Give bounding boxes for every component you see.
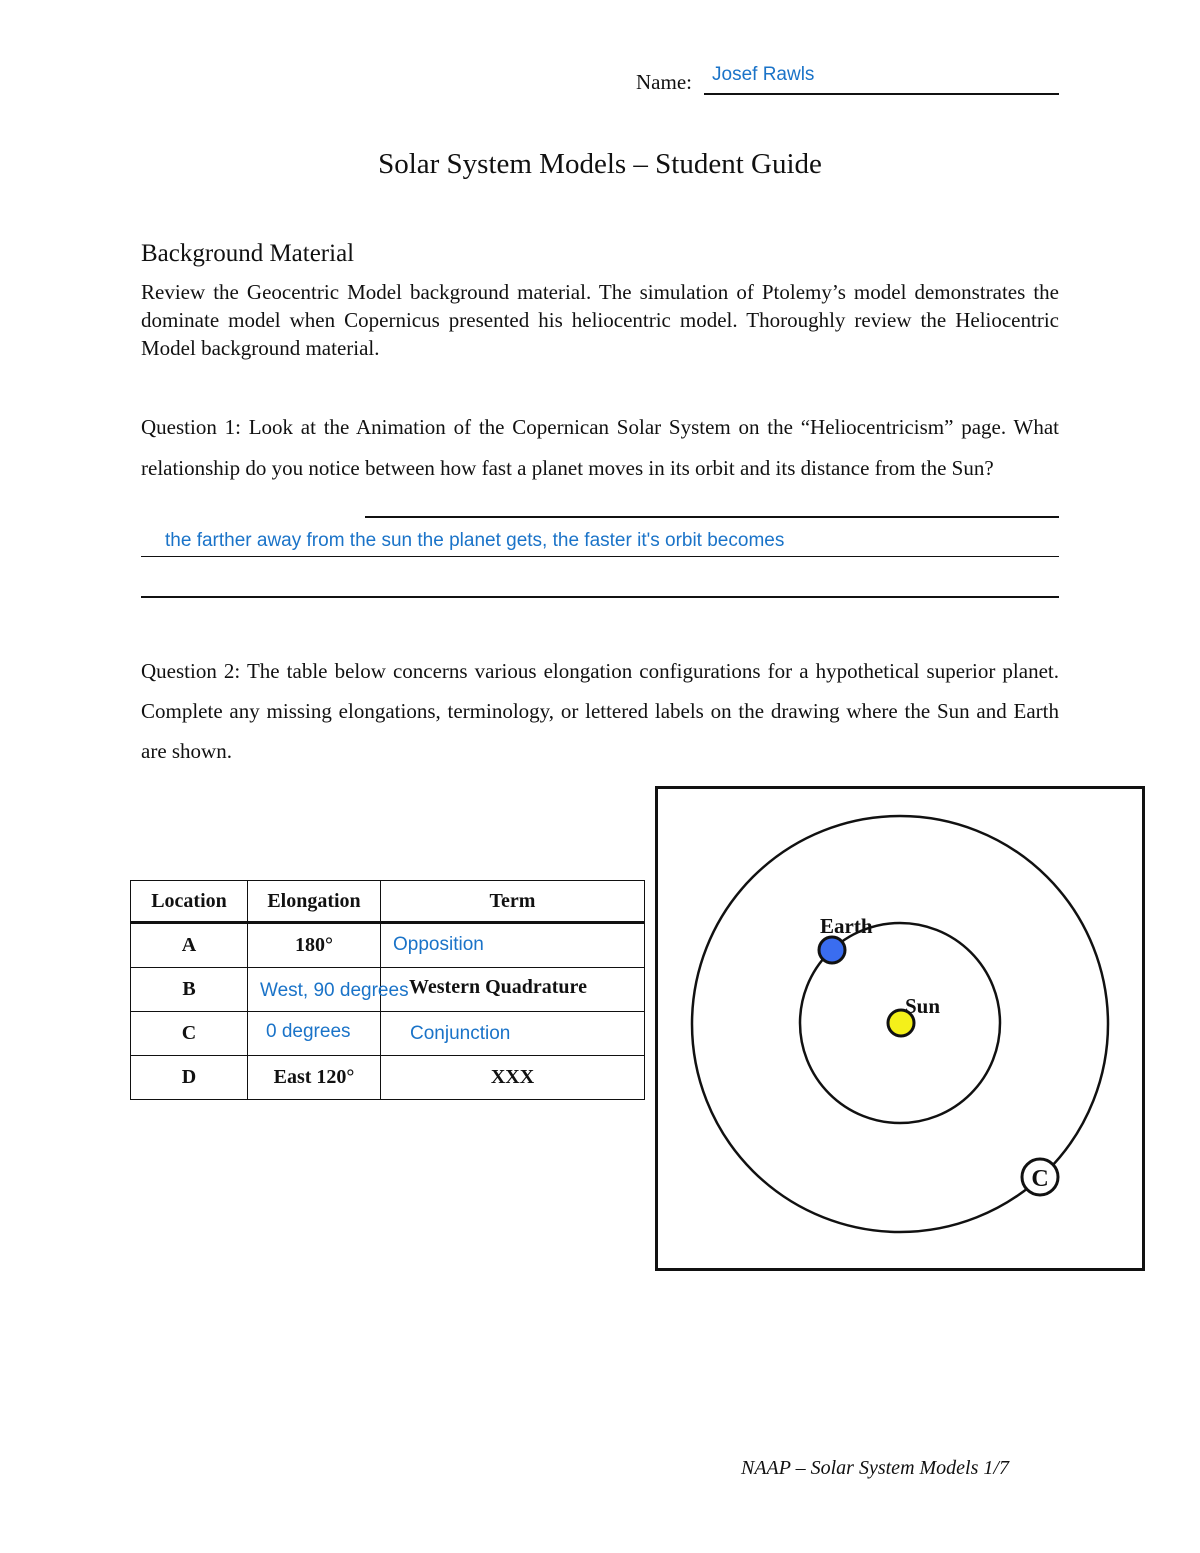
elongation-answer[interactable]: West, 90 degrees	[260, 980, 409, 1001]
background-text: Review the Geocentric Model background material. The simulation of Ptolemy’s model demonstrates the dominate model when Copernicus presented his heliocentric model. Thoroughly review the Heliocentric Model background material.	[141, 280, 1059, 360]
earth-icon	[819, 937, 845, 963]
page-footer: NAAP – Solar System Models 1/7	[741, 1457, 1009, 1479]
table-row	[131, 968, 645, 1012]
cell-term[interactable]	[381, 1012, 645, 1056]
page-title: Solar System Models – Student Guide	[378, 148, 822, 180]
cell-term[interactable]	[381, 923, 645, 968]
elongation-answer[interactable]: 0 degrees	[266, 1021, 351, 1042]
q1-answer-line-2	[141, 556, 1059, 557]
table-row	[131, 1012, 645, 1056]
cell-elongation: East 120°	[248, 1056, 381, 1100]
header-term: Term	[381, 881, 645, 923]
sun-label: Sun	[905, 994, 941, 1018]
name-underline	[704, 93, 1059, 95]
q1-answer-line-1	[365, 516, 1059, 518]
table-row	[131, 923, 645, 968]
cell-term	[381, 968, 645, 1012]
orbit-diagram	[655, 786, 1145, 1271]
q1-answer-line-3	[141, 596, 1059, 598]
header-elongation: Elongation	[248, 881, 381, 923]
planet-c-label: C	[1031, 1166, 1049, 1192]
name-field[interactable]: Josef Rawls	[712, 64, 815, 85]
elongation-table	[130, 880, 645, 1100]
term-answer[interactable]: Opposition	[393, 934, 484, 955]
q1-answer-field[interactable]: the farther away from the sun the planet gets, the faster it's orbit becomes	[165, 530, 785, 551]
question2-text: Question 2: The table below concerns various elongation configurations for a hypothetical superior planet. Complete any missing elongations, terminology, or lettered labels on the drawing where the Sun and Earth are shown.	[141, 659, 1059, 763]
cell-elongation[interactable]	[248, 1012, 381, 1056]
table-header-row	[131, 881, 645, 923]
cell-elongation: 180°	[248, 923, 381, 968]
name-label: Name:	[636, 70, 692, 94]
cell-location: D	[131, 1056, 248, 1100]
term-text: Western Quadrature	[409, 976, 587, 998]
term-answer[interactable]: Conjunction	[410, 1023, 511, 1044]
cell-elongation[interactable]	[248, 968, 409, 1012]
earth-label: Earth	[820, 914, 873, 938]
background-heading: Background Material	[141, 240, 355, 267]
cell-location: C	[131, 1012, 248, 1056]
table-row	[131, 1056, 645, 1100]
cell-location: A	[131, 923, 248, 968]
cell-term: XXX	[381, 1056, 645, 1100]
question1-text: Question 1: Look at the Animation of the Copernican Solar System on the “Heliocentricism” page. What relationship do you notice between how fast a planet moves in its orbit and its distance from the Sun?	[141, 415, 1059, 480]
cell-location: B	[131, 968, 248, 1012]
header-location: Location	[131, 881, 248, 923]
